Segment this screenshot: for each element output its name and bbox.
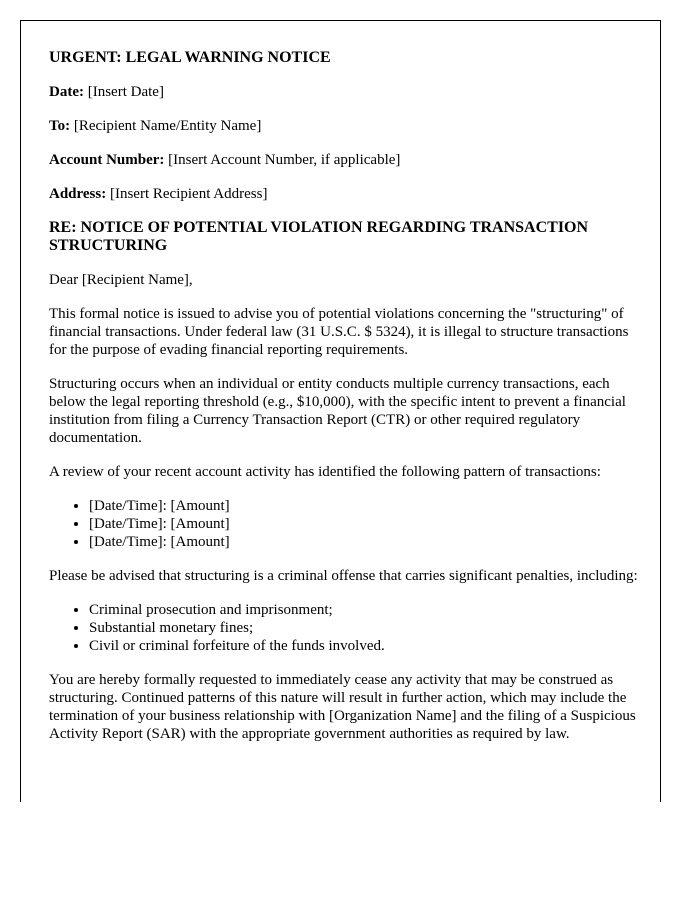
notice-title: URGENT: LEGAL WARNING NOTICE [49, 49, 331, 66]
address-field [49, 185, 639, 203]
to-label: To: [49, 118, 71, 134]
paragraph-structuring-definition: Structuring occurs when an individual or entity conducts multiple currency transactions, each below the legal reporting threshold (e.g., $10,000), with the specific intent to prevent a financial institution from filing a Currency Transaction Report (CTR) or other required regulatory documentation. [49, 376, 626, 446]
notice-content [49, 49, 639, 759]
penalty-item: • Civil or criminal forfeiture of the funds involved. [89, 637, 639, 655]
to-value: [Recipient Name/Entity Name] [73, 118, 262, 134]
notice-page [20, 20, 661, 802]
re-line: RE: NOTICE OF POTENTIAL VIOLATION REGARDING TRANSACTION STRUCTURING [49, 219, 589, 254]
paragraph-penalties-intro: Please be advised that structuring is a criminal offense that carries significant penalties, including: [49, 568, 638, 584]
penalty-item: • Criminal prosecution and imprisonment; [89, 601, 639, 619]
account-number-value: [Insert Account Number, if applicable] [168, 152, 401, 168]
transaction-item: • [Date/Time]: [Amount] [89, 497, 639, 515]
transaction-list [49, 497, 639, 551]
account-number-field [49, 151, 639, 169]
account-number-label: Account Number: [49, 152, 165, 168]
date-value: [Insert Date] [87, 84, 164, 100]
to-field [49, 117, 639, 135]
paragraph-review: A review of your recent account activity has identified the following pattern of transactions: [49, 464, 601, 480]
address-label: Address: [49, 186, 107, 202]
transaction-item: • [Date/Time]: [Amount] [89, 533, 639, 551]
penalty-item: • Substantial monetary fines; [89, 619, 639, 637]
address-value: [Insert Recipient Address] [109, 186, 268, 202]
transaction-item: • [Date/Time]: [Amount] [89, 515, 639, 533]
paragraph-intro: This formal notice is issued to advise you of potential violations concerning the "structuring" of financial transactions. Under federal law (31 U.S.C. $ 5324), it is illegal to structure transactions for the purpose of evading financial reporting requirements. [49, 306, 629, 358]
salutation: Dear [Recipient Name], [49, 272, 193, 288]
penalties-list [49, 601, 639, 655]
date-field [49, 83, 639, 101]
paragraph-cease-request: You are hereby formally requested to immediately cease any activity that may be construed as structuring. Continued patterns of this nature will result in further action, which may include the termination of your business relationship with [Organization Name] and the filing of a Suspicious Activity Report (SAR) with the appropriate government authorities as required by law. [49, 672, 636, 742]
date-label: Date: [49, 84, 84, 100]
